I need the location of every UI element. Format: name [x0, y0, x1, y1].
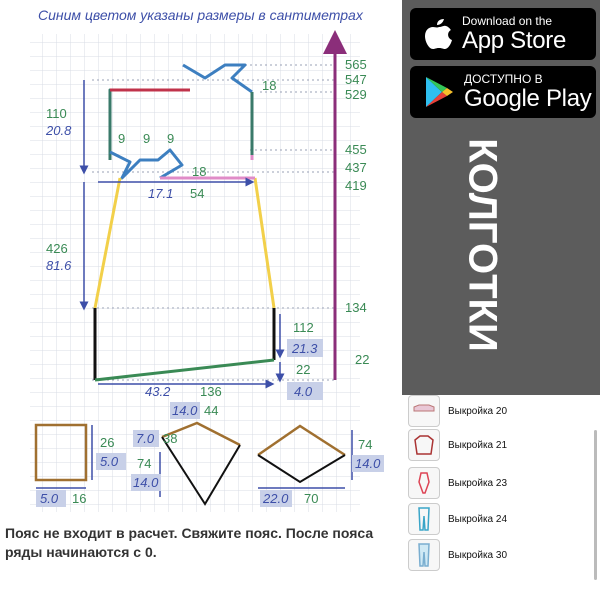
dim-21-3: 21.3 [292, 341, 318, 356]
diamond-70: 70 [304, 491, 319, 506]
square-16: 16 [72, 491, 87, 506]
row-419: 419 [345, 178, 367, 193]
dim-17-1: 17.1 [148, 186, 174, 201]
triangle-44: 44 [204, 403, 219, 418]
dim-18-top: 18 [262, 78, 277, 93]
grid-background [30, 34, 360, 512]
triangle-38: 38 [163, 431, 178, 446]
dress-icon [408, 467, 440, 499]
row-22: 22 [355, 352, 370, 367]
list-item-21[interactable] [408, 429, 594, 461]
vertical-title [420, 120, 540, 370]
dim-9-c: 9 [167, 131, 175, 146]
dim-18-mid: 18 [192, 164, 207, 179]
dim-54: 54 [190, 186, 205, 201]
square-5-0-h: 5.0 [40, 491, 59, 506]
list-item-label: Выкройка 23 [448, 477, 507, 489]
tights-icon [408, 503, 440, 535]
list-item-label: Выкройка 24 [448, 513, 507, 525]
vertical-title-text: КОЛГОТКИ [460, 138, 505, 352]
square-5-0-v: 5.0 [100, 454, 119, 469]
scrollbar[interactable] [594, 430, 597, 580]
list-item-20[interactable] [408, 395, 594, 427]
list-item-label: Выкройка 20 [448, 405, 507, 417]
list-item-23[interactable] [408, 467, 594, 499]
app-store-big: App Store [462, 26, 567, 54]
dim-112: 112 [293, 320, 314, 335]
shirt-icon [408, 395, 440, 427]
dim-9-a: 9 [118, 131, 126, 146]
triangle-74: 74 [137, 456, 152, 471]
list-item-30[interactable] [408, 539, 594, 571]
leggings-icon [408, 539, 440, 571]
google-play-icon [424, 76, 454, 108]
diamond-74: 74 [358, 437, 373, 452]
row-565: 565 [345, 57, 367, 72]
dim-20-8: 20.8 [46, 123, 72, 138]
dim-4-0: 4.0 [294, 384, 313, 399]
diamond-14-0: 14.0 [355, 456, 381, 471]
diamond-22-0: 22.0 [263, 491, 289, 506]
row-529: 529 [345, 87, 367, 102]
list-item-label: Выкройка 21 [448, 439, 507, 451]
square-26: 26 [100, 435, 115, 450]
row-437: 437 [345, 160, 367, 175]
triangle-7-0: 7.0 [136, 431, 155, 446]
dim-136: 136 [200, 384, 222, 399]
pattern-list [402, 395, 600, 585]
triangle-14-0-v: 14.0 [133, 475, 159, 490]
jacket-icon [408, 429, 440, 461]
dim-426: 426 [46, 241, 68, 256]
app-store-button[interactable] [410, 8, 596, 60]
dim-9-b: 9 [143, 131, 151, 146]
google-play-top: ДОСТУПНО В [464, 71, 543, 86]
row-547: 547 [345, 72, 367, 87]
instruction-note: Пояс не входит в расчет. Свяжите пояс. После пояса ряды начинаются с 0. [5, 525, 374, 560]
caption: Синим цветом указаны размеры в сантиметрах [38, 7, 363, 23]
triangle-14-0: 14.0 [172, 403, 198, 418]
list-item-label: Выкройка 30 [448, 549, 507, 561]
google-play-button[interactable] [410, 66, 596, 118]
google-play-big: Google Play [464, 84, 592, 112]
dim-22: 22 [296, 362, 311, 377]
app-store-top: Download on the [462, 13, 553, 28]
dim-81-6: 81.6 [46, 258, 72, 273]
dim-110: 110 [46, 106, 67, 121]
dim-43-2: 43.2 [145, 384, 171, 399]
list-item-24[interactable] [408, 503, 594, 535]
row-134: 134 [345, 300, 367, 315]
row-455: 455 [345, 142, 367, 157]
apple-icon [424, 17, 454, 51]
